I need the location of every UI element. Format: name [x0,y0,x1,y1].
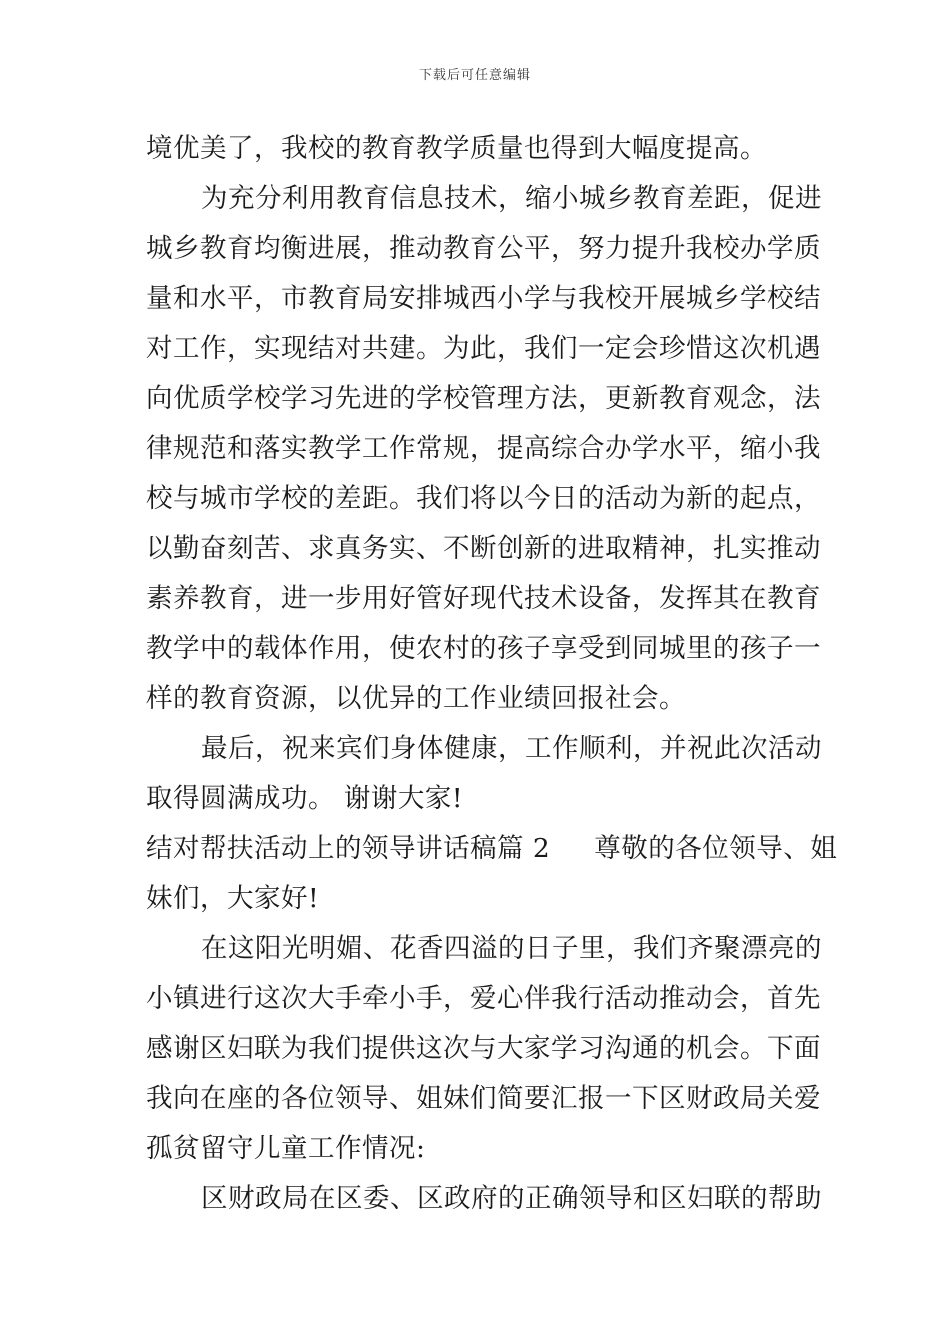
section-heading-line [146,824,838,874]
text-line: 我向在座的各位领导、姐妹们简要汇报一下区财政局关爱 [146,1083,821,1114]
document-body [146,124,838,1224]
text-line: 教学中的载体作用，使农村的孩子享受到同城里的孩子一 [146,633,821,664]
text-line: 对工作，实现结对共建。为此，我们一定会珍惜这次机遇 [146,333,821,364]
text-line: 境优美了，我校的教育教学质量也得到大幅度提高。 [146,133,767,164]
text-line: 感谢区妇联为我们提供这次与大家学习沟通的机会。下面 [146,1033,821,1064]
text-line: 素养教育，进一步用好管好现代技术设备，发挥其在教育 [146,583,821,614]
text-line: 样的教育资源，以优异的工作业绩回报社会。 [146,683,686,714]
text-line: 最后，祝来宾们身体健康，工作顺利，并祝此次活动 [201,733,822,764]
text-line: 城乡教育均衡进展，推动教育公平，努力提升我校办学质 [146,233,821,264]
text-line: 妹们，大家好! [146,883,320,914]
text-line: 孤贫留守儿童工作情况: [146,1133,426,1164]
text-line: 律规范和落实教学工作常规，提高综合办学水平，缩小我 [146,433,821,464]
page-header: 下载后可任意编辑 [418,68,531,83]
section-heading: 结对帮扶活动上的领导讲话稿篇 2 [146,833,551,864]
salutation: 尊敬的各位领导、姐 [594,833,838,864]
text-line: 校与城市学校的差距。我们将以今日的活动为新的起点， [146,483,821,514]
text-line: 向优质学校学习先进的学校管理方法，更新教育观念，法 [146,383,821,414]
text-line: 区财政局在区委、区政府的正确领导和区妇联的帮助 [201,1183,822,1214]
text-line: 在这阳光明媚、花香四溢的日子里，我们齐聚漂亮的 [201,933,822,964]
text-line: 以勤奋刻苦、求真务实、不断创新的进取精神，扎实推动 [146,533,821,564]
text-line: 小镇进行这次大手牵小手，爱心伴我行活动推动会，首先 [146,983,821,1014]
text-line: 为充分利用教育信息技术，缩小城乡教育差距，促进 [201,183,822,214]
text-line: 量和水平，市教育局安排城西小学与我校开展城乡学校结 [146,283,821,314]
text-line: 取得圆满成功。 谢谢大家! [146,783,464,814]
